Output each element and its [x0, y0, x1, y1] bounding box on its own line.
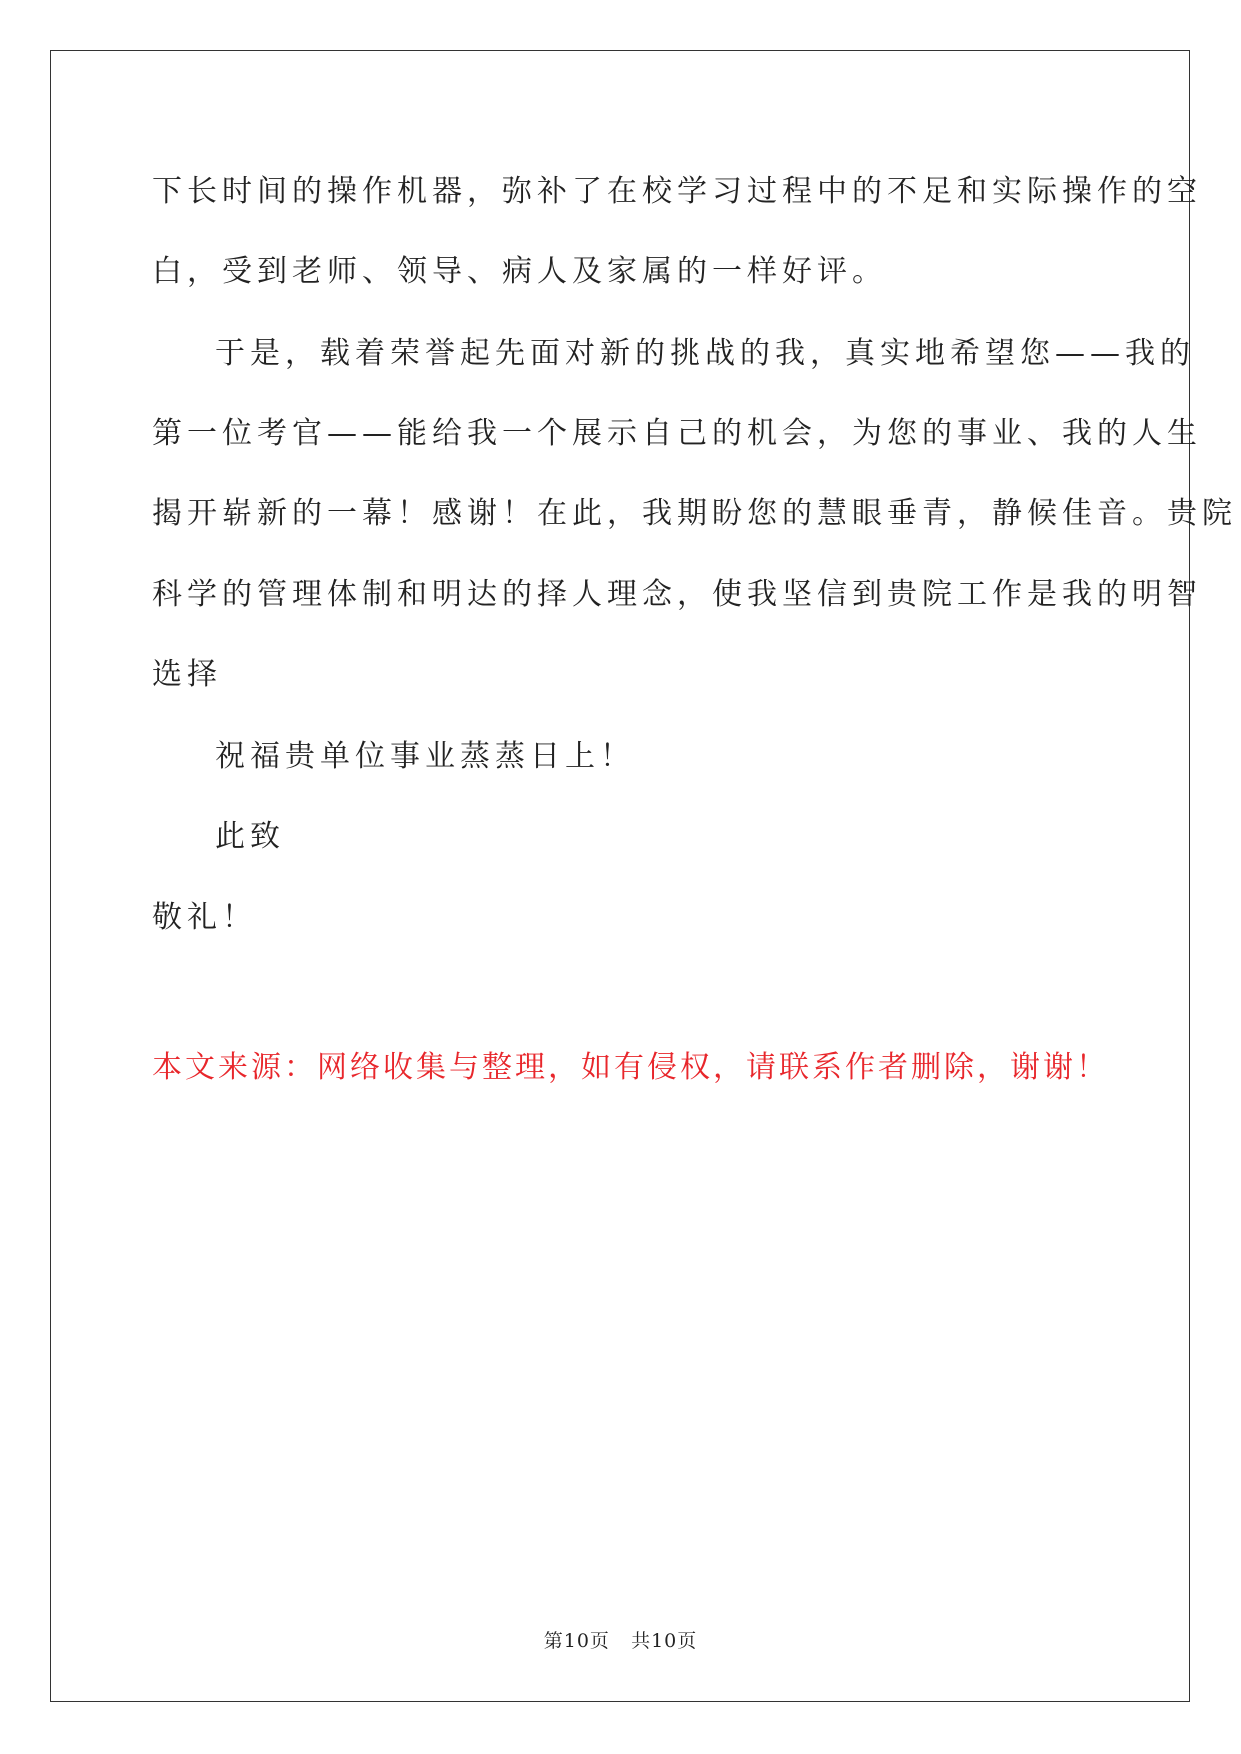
regards: 敬礼！ [152, 900, 257, 935]
body-line: 于是，载着荣誉起先面对新的挑战的我，真实地希望您——我的 [215, 336, 1195, 371]
body-line: 下长时间的操作机器，弥补了在校学习过程中的不足和实际操作的空 [152, 174, 1202, 209]
source-note: 本文来源：网络收集与整理，如有侵权，请联系作者删除，谢谢！ [152, 1050, 1109, 1085]
salutation: 此致 [215, 819, 285, 854]
closing-wish: 祝福贵单位事业蒸蒸日上！ [215, 739, 635, 774]
body-line: 揭开崭新的一幕！感谢！在此，我期盼您的慧眼垂青，静候佳音。贵院 [152, 496, 1237, 531]
body-line: 选择 [152, 657, 222, 692]
body-line: 第一位考官——能给我一个展示自己的机会，为您的事业、我的人生 [152, 416, 1202, 451]
page-border [50, 50, 1190, 1702]
body-line: 白，受到老师、领导、病人及家属的一样好评。 [152, 254, 887, 289]
page-footer [0, 1626, 1241, 1653]
page-total: 共10页 [631, 1630, 698, 1652]
page-number: 第10页 [543, 1630, 610, 1652]
body-line: 科学的管理体制和明达的择人理念，使我坚信到贵院工作是我的明智 [152, 577, 1202, 612]
